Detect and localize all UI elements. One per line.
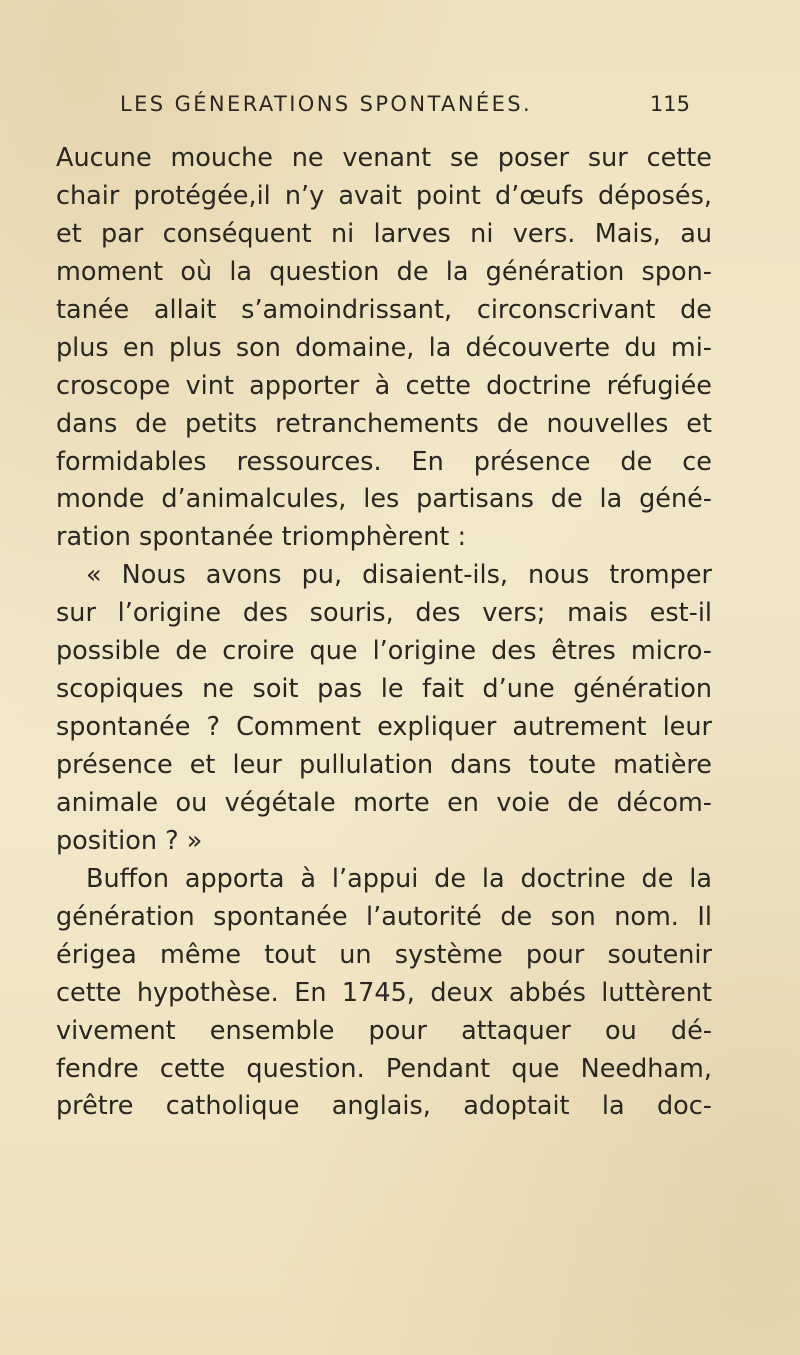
text-line: croscope vint apporter à cette doctrine réfugiée	[56, 370, 712, 401]
text-line: tanée allait s’amoindrissant, circonscrivant de	[56, 294, 712, 325]
text-line: plus en plus son domaine, la découverte du mi-	[56, 332, 712, 363]
text-line: érigea même tout un système pour soutenir	[56, 939, 712, 970]
text-line: moment où la question de la génération spon-	[56, 256, 712, 287]
text-line: prêtre catholique anglais, adoptait la doc-	[56, 1091, 712, 1122]
page-number: 115	[649, 92, 690, 116]
text-line: position ? »	[56, 825, 203, 856]
text-line: formidables ressources. En présence de ce	[56, 446, 712, 477]
text-line: sur l’origine des souris, des vers; mais est-il	[56, 598, 712, 629]
text-line: fendre cette question. Pendant que Needham,	[56, 1053, 712, 1084]
text-line: animale ou végétale morte en voie de décom-	[56, 787, 712, 818]
text-line: Buffon apporta à l’appui de la doctrine de la	[86, 863, 712, 894]
running-head	[120, 92, 690, 118]
text-line: vivement ensemble pour attaquer ou dé-	[56, 1015, 712, 1046]
text-line: dans de petits retranchements de nouvelles et	[56, 408, 712, 439]
text-line: présence et leur pullulation dans toute matière	[56, 750, 712, 780]
text-line: scopiques ne soit pas le fait d’une génération	[56, 674, 712, 705]
body-text	[56, 140, 712, 1126]
text-line: possible de croire que l’origine des êtres micro-	[56, 636, 712, 667]
running-title: LES GÉNERATIONS SPONTANÉES.	[120, 92, 533, 116]
text-line: cette hypothèse. En 1745, deux abbés luttèrent	[56, 977, 712, 1008]
text-line: ration spontanée triomphèrent :	[56, 522, 467, 553]
text-line: et par conséquent ni larves ni vers. Mais, au	[56, 218, 712, 249]
text-line: Aucune mouche ne venant se poser sur cette	[56, 143, 712, 173]
text-line: spontanée ? Comment expliquer autrement leur	[56, 712, 712, 743]
text-line: génération spontanée l’autorité de son nom. Il	[56, 901, 712, 932]
text-line: monde d’animalcules, les partisans de la géné-	[56, 484, 712, 515]
text-line: « Nous avons pu, disaient-ils, nous tromper	[86, 560, 712, 591]
text-line: chair protégée,il n’y avait point d’œufs déposés,	[56, 180, 712, 211]
